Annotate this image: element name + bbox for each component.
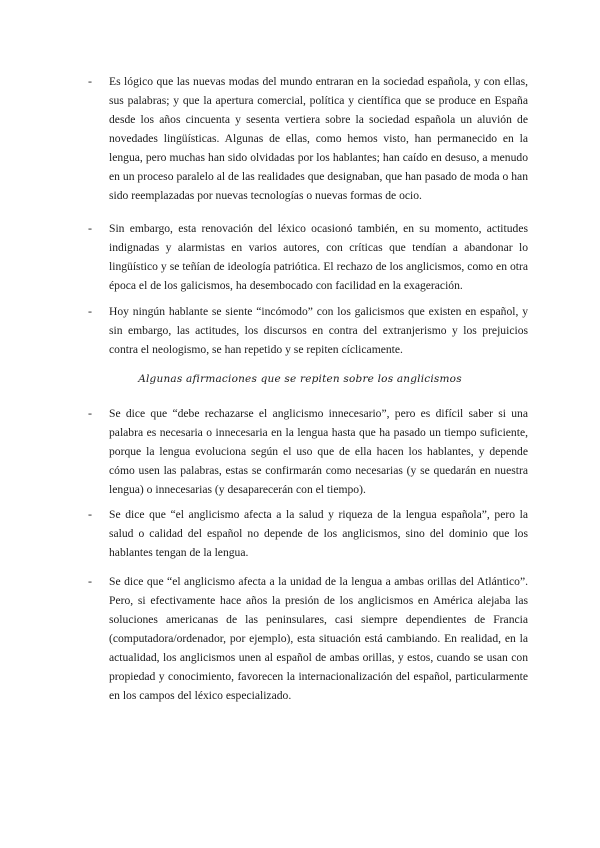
list-item xyxy=(88,302,528,359)
paragraph: Es lógico que las nuevas modas del mundo entraran en la sociedad española, y con ellas, sus palabras; y que la apertura comercial, política y científica que se produce en España desde los años cincuenta y sesenta vertiera sobre la sociedad española un aluvión de novedades lingüísticas. Algunas de ellas, como hemos visto, han permanecido en la lengua, pero muchas han sido olvidadas por los hablantes; han caído en desuso, a menudo en un proceso paralelo al de las realidades que designaban, que han pasado de moda o han sido reemplazadas por nuevas tecnologías o nuevas formas de ocio. xyxy=(109,75,528,202)
section-heading: Algunas afirmaciones que se repiten sobre los anglicismos xyxy=(138,373,462,385)
list-item xyxy=(88,404,528,499)
bullet-dash: - xyxy=(88,304,92,318)
paragraph: Sin embargo, esta renovación del léxico ocasionó también, en su momento, actitudes indignadas y alarmistas en varios autores, con críticas que tendían a abandonar lo lingüístico y se teñían de ideología patriótica. El rechazo de los anglicismos, como en otra época el de los galicismos, ha desembocado con facilidad en la exageración. xyxy=(109,222,528,292)
bullet-dash: - xyxy=(88,507,92,521)
list-item xyxy=(88,72,528,205)
paragraph: Se dice que “debe rechazarse el anglicismo innecesario”, pero es difícil saber si una palabra es necesaria o innecesaria en la lengua hasta que ha pasado un tiempo suficiente, porque la lengua evoluciona según el uso que de ella hacen los hablantes, y depende cómo usen las palabras, estas se confirmarán como necesarias (y se quedarán en nuestra lengua) o innecesarias (y desaparecerán con el tiempo). xyxy=(109,407,528,496)
list-item xyxy=(88,219,528,295)
paragraph: Se dice que “el anglicismo afecta a la unidad de la lengua a ambas orillas del Atlántico”. Pero, si efectivamente hace años la presión de los anglicismos en América alejaba las soluciones americanas de las peninsulares, casi siempre dependientes de Francia (computadora/ordenador, por ejemplo), esta situación está cambiando. En realidad, en la actualidad, los anglicismos unen al español de ambas orillas, y estos, cuando se usan con propiedad y conocimiento, favorecen la internacionalización del español, particularmente en los campos del léxico especializado. xyxy=(109,575,528,702)
list-item xyxy=(88,572,528,705)
bullet-dash: - xyxy=(88,574,92,588)
bullet-dash: - xyxy=(88,406,92,420)
list-item xyxy=(88,505,528,562)
paragraph: Hoy ningún hablante se siente “incómodo” con los galicismos que existen en español, y sin embargo, las actitudes, los discursos en contra del extranjerismo y los prejuicios contra el neologismo, se han repetido y se repiten cíclicamente. xyxy=(109,305,528,356)
bullet-dash: - xyxy=(88,221,92,235)
paragraph: Se dice que “el anglicismo afecta a la salud y riqueza de la lengua española”, pero la salud o calidad del español no depende de los anglicismos, sino del dominio que los hablantes tengan de la lengua. xyxy=(109,508,528,559)
bullet-dash: - xyxy=(88,74,92,88)
